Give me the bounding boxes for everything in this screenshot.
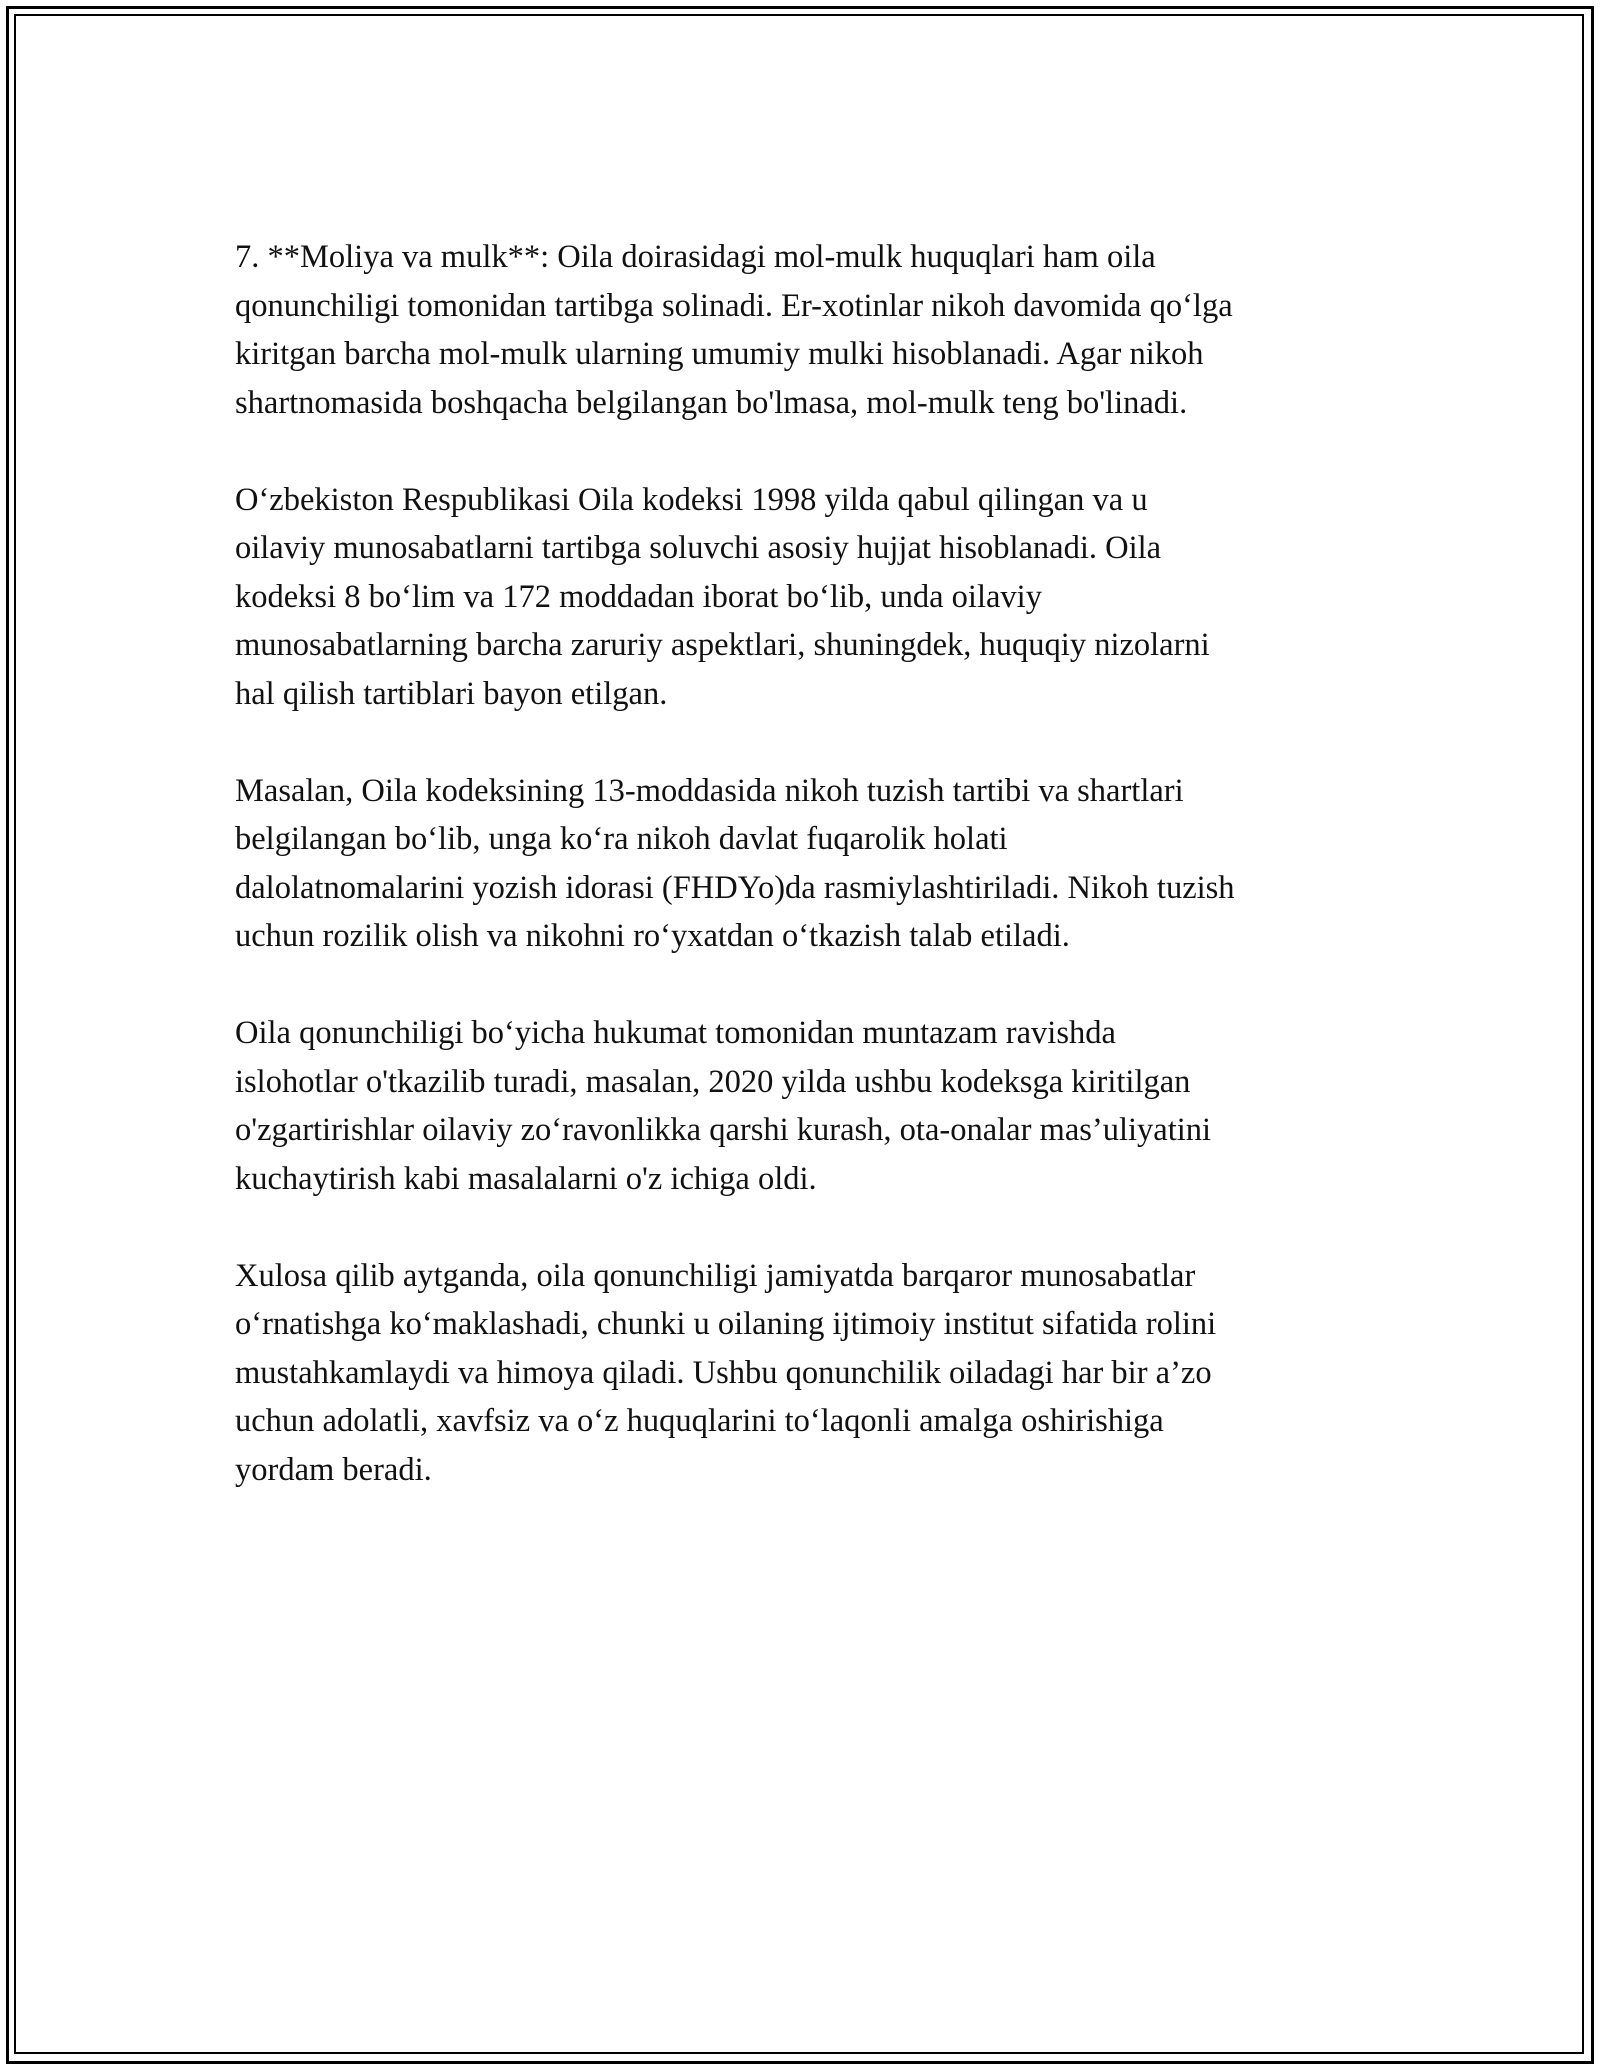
paragraph-marriage-registration: Masalan, Oila kodeksining 13-moddasida nikoh tuzish tartibi va shartlari belgilangan bo‘lib, unga ko‘ra nikoh davlat fuqarolik holati dalolatnomalarini yozish idorasi (FHDYo)da rasmiylashtiriladi. Nikoh tuzish uchun rozilik olish va nikohni ro‘yxatdan o‘tkazish talab etiladi. bbox=[235, 772, 1235, 954]
paragraph-family-code: O‘zbekiston Respublikasi Oila kodeksi 1998 yilda qabul qilingan va u oilaviy munosabatlarni tartibga soluvchi asosiy hujjat hisoblanadi. Oila kodeksi 8 bo‘lim va 172 moddadan iborat bo‘lib, unda oilaviy munosabatlarning barcha zaruriy aspektlari, shuningdek, huquqiy nizolarni hal qilish tartiblari bayon etilgan. bbox=[235, 481, 1210, 712]
paragraph-conclusion: Xulosa qilib aytganda, oila qonunchiligi jamiyatda barqaror munosabatlar o‘rnatishga ko‘maklashadi, chunki u oilaning ijtimoiy institut sifatida rolini mustahkamlaydi va himoya qiladi. Ushbu qonunchilik oiladagi har bir a’zo uchun adolatli, xavfsiz va o‘z huquqlarini to‘laqonli amalga oshirishiga yordam beradi. bbox=[235, 1257, 1217, 1488]
paragraph-reforms: Oila qonunchiligi bo‘yicha hukumat tomonidan muntazam ravishda islohotlar o'tkazilib turadi, masalan, 2020 yilda ushbu kodeksga kiritilgan o'zgartirishlar oilaviy zo‘ravonlikka qarshi kurash, ota-onalar mas’uliyatini kuchaytirish kabi masalalarni o'z ichiga oldi. bbox=[235, 1015, 1212, 1197]
document-body bbox=[235, 233, 1375, 1543]
paragraph-finance-property: 7. **Moliya va mulk**: Oila doirasidagi mol-mulk huquqlari ham oila qonunchiligi tomonidan tartibga solinadi. Er-xotinlar nikoh davomida qo‘lga kiritgan barcha mol-mulk ularning umumiy mulki hisoblanadi. Agar nikoh shartnomasida boshqacha belgilangan bo'lmasa, mol-mulk teng bo'linadi. bbox=[235, 239, 1233, 421]
